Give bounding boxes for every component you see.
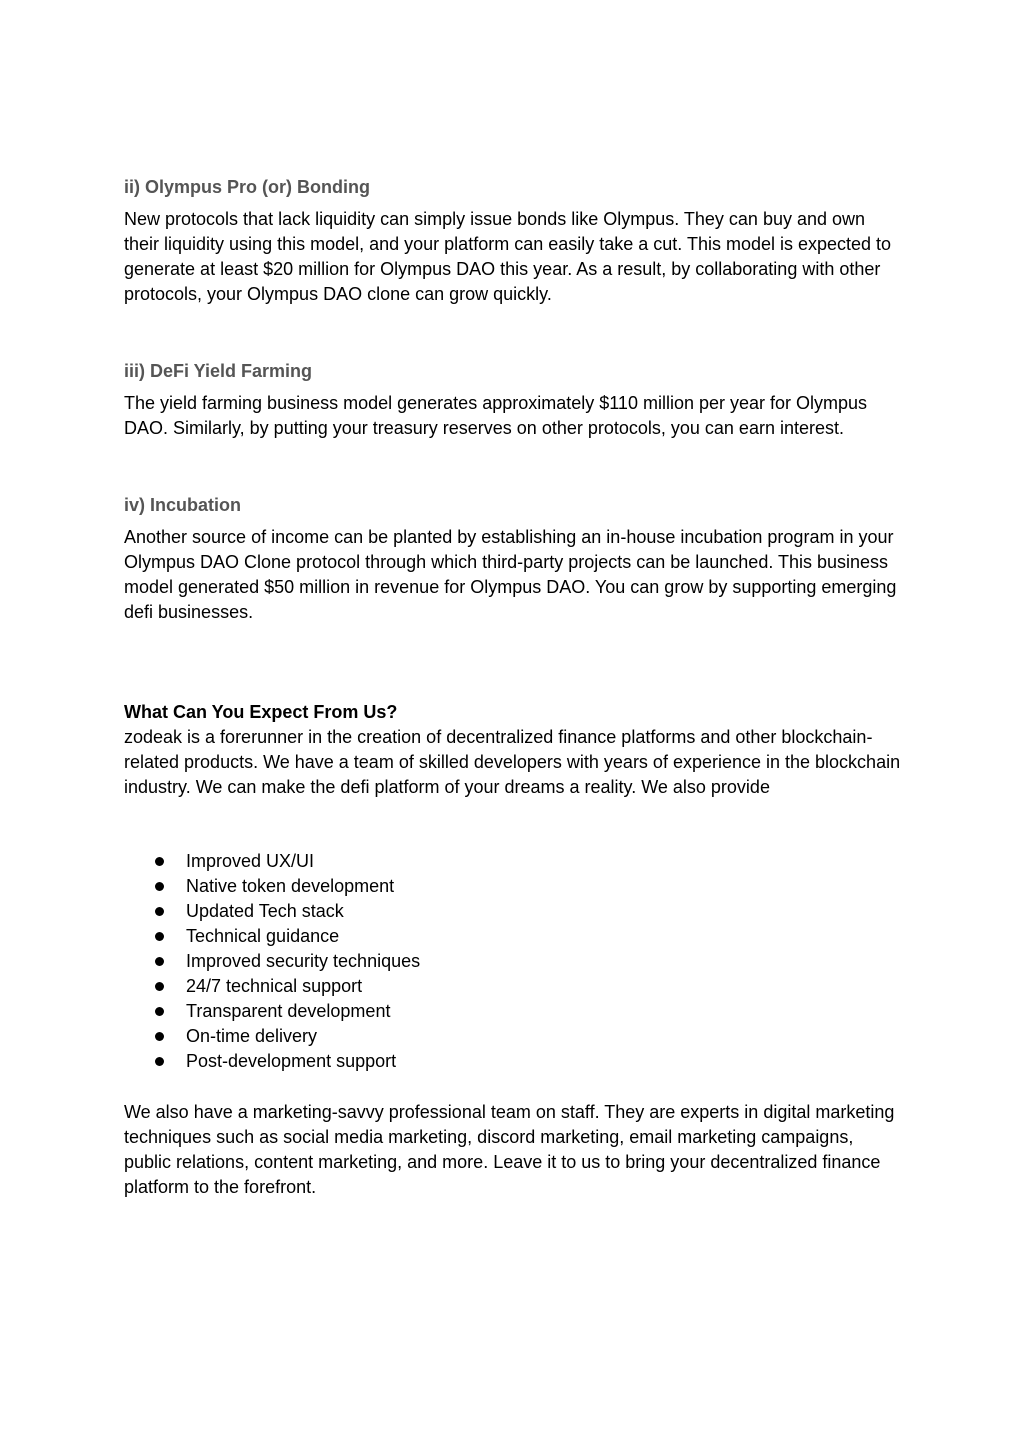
- list-item: [124, 924, 420, 949]
- list-item: [124, 1049, 420, 1074]
- bullet-icon: [155, 932, 164, 941]
- marketing-paragraph: We also have a marketing-savvy professional team on staff. They are experts in digital marketing techniques such as social media marketing, discord marketing, email marketing campaigns, public relations, content marketing, and more. Leave it to us to bring your decentralized finance platform to the forefront.: [124, 1102, 895, 1197]
- bullet-icon: [155, 907, 164, 916]
- bullet-icon: [155, 882, 164, 891]
- list-item-label: On-time delivery: [186, 1026, 318, 1046]
- list-item: [124, 849, 420, 874]
- expect-intro-paragraph: zodeak is a forerunner in the creation of decentralized finance platforms and other blockchain-related products. We have a team of skilled developers with years of experience in the blockchain industry. We can make the defi platform of your dreams a reality. We also provide: [124, 727, 901, 797]
- bullet-icon: [155, 857, 164, 866]
- list-item: [124, 899, 420, 924]
- list-item: [124, 974, 420, 999]
- list-item-label: Technical guidance: [186, 926, 340, 946]
- list-item: [124, 949, 420, 974]
- incubation-paragraph: Another source of income can be planted by establishing an in-house incubation program in your Olympus DAO Clone protocol through which third-party projects can be launched. This business model generated $50 million in revenue for Olympus DAO. You can grow by supporting emerging defi businesses.: [124, 527, 897, 622]
- list-item-label: Transparent development: [186, 1001, 391, 1021]
- list-item: [124, 1024, 420, 1049]
- list-item-label: Improved UX/UI: [186, 851, 315, 871]
- bullet-icon: [155, 1032, 164, 1041]
- expect-heading: What Can You Expect From Us?: [124, 702, 398, 722]
- bonding-paragraph: New protocols that lack liquidity can simply issue bonds like Olympus. They can buy and own their liquidity using this model, and your platform can easily take a cut. This model is expected to generate at least $20 million for Olympus DAO this year. As a result, by collaborating with other protocols, your Olympus DAO clone can grow quickly.: [124, 209, 892, 304]
- list-item-label: Post-development support: [186, 1051, 397, 1071]
- list-item-label: Native token development: [186, 876, 395, 896]
- incubation-heading: iv) Incubation: [124, 495, 241, 515]
- yield-farming-paragraph: The yield farming business model generates approximately $110 million per year for Olympus DAO. Similarly, by putting your treasury reserves on other protocols, you can earn interest.: [124, 393, 868, 438]
- list-item-label: Updated Tech stack: [186, 901, 344, 921]
- list-item: [124, 999, 420, 1024]
- bullet-icon: [155, 957, 164, 966]
- list-item-label: 24/7 technical support: [186, 976, 363, 996]
- list-item: [124, 874, 420, 899]
- bullet-icon: [155, 982, 164, 991]
- services-list: [124, 849, 420, 1074]
- bullet-icon: [155, 1007, 164, 1016]
- yield-farming-heading: iii) DeFi Yield Farming: [124, 361, 313, 381]
- bonding-heading: ii) Olympus Pro (or) Bonding: [124, 177, 370, 197]
- bullet-icon: [155, 1057, 164, 1066]
- list-item-label: Improved security techniques: [186, 951, 421, 971]
